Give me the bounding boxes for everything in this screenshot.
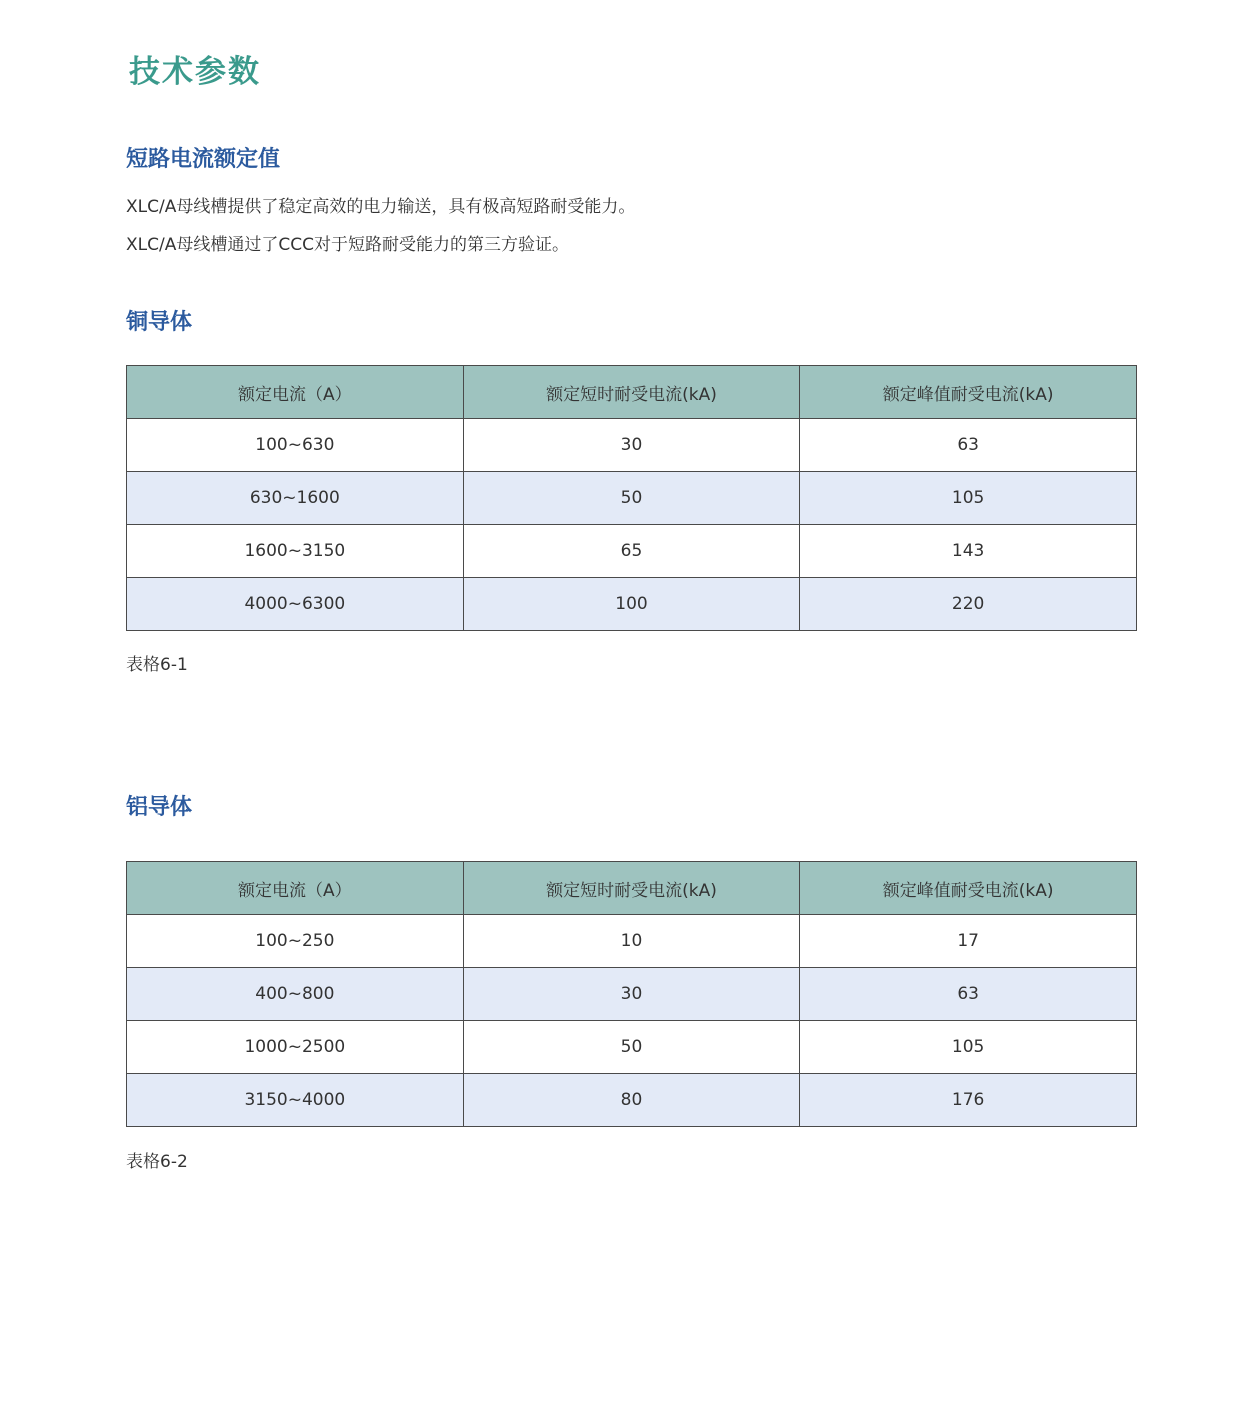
table-row bbox=[127, 472, 1137, 525]
table-cell: 80 bbox=[463, 1074, 800, 1127]
table-cell: 100~630 bbox=[127, 419, 464, 472]
table-cell: 63 bbox=[800, 968, 1137, 1021]
table-row bbox=[127, 915, 1137, 968]
table-cell: 10 bbox=[463, 915, 800, 968]
table-cell: 4000~6300 bbox=[127, 578, 464, 631]
aluminum-conductor-table bbox=[126, 861, 1137, 1127]
table-caption: 表格6-2 bbox=[126, 1152, 188, 1172]
table-row bbox=[127, 968, 1137, 1021]
table-cell: 50 bbox=[463, 1021, 800, 1074]
column-header-rated-current: 额定电流（A） bbox=[127, 862, 464, 915]
table-cell: 630~1600 bbox=[127, 472, 464, 525]
column-header-short-time-current: 额定短时耐受电流(kA) bbox=[463, 862, 800, 915]
table-cell: 30 bbox=[463, 419, 800, 472]
section-heading-short-circuit: 短路电流额定值 bbox=[126, 147, 281, 172]
table-cell: 220 bbox=[800, 578, 1137, 631]
table-cell: 17 bbox=[800, 915, 1137, 968]
page-title: 技术参数 bbox=[129, 54, 261, 90]
table-cell: 50 bbox=[463, 472, 800, 525]
table-cell: 100~250 bbox=[127, 915, 464, 968]
table-row bbox=[127, 1074, 1137, 1127]
aluminum-table-heading: 铝导体 bbox=[126, 795, 193, 820]
table-caption: 表格6-1 bbox=[126, 655, 188, 675]
table-cell: 400~800 bbox=[127, 968, 464, 1021]
table-row bbox=[127, 419, 1137, 472]
copper-conductor-table bbox=[126, 365, 1137, 631]
table-cell: 105 bbox=[800, 472, 1137, 525]
column-header-rated-current: 额定电流（A） bbox=[127, 366, 464, 419]
table-cell: 100 bbox=[463, 578, 800, 631]
table-cell: 1600~3150 bbox=[127, 525, 464, 578]
column-header-peak-current: 额定峰值耐受电流(kA) bbox=[800, 366, 1137, 419]
intro-line: XLC/A母线槽通过了CCC对于短路耐受能力的第三方验证。 bbox=[126, 235, 569, 255]
table-header-row bbox=[127, 862, 1137, 915]
table-row bbox=[127, 1021, 1137, 1074]
table-cell: 3150~4000 bbox=[127, 1074, 464, 1127]
copper-table-heading: 铜导体 bbox=[126, 310, 193, 335]
table-row bbox=[127, 578, 1137, 631]
table-header-row bbox=[127, 366, 1137, 419]
table-cell: 176 bbox=[800, 1074, 1137, 1127]
column-header-short-time-current: 额定短时耐受电流(kA) bbox=[463, 366, 800, 419]
table-cell: 30 bbox=[463, 968, 800, 1021]
column-header-peak-current: 额定峰值耐受电流(kA) bbox=[800, 862, 1137, 915]
intro-line: XLC/A母线槽提供了稳定高效的电力输送，具有极高短路耐受能力。 bbox=[126, 197, 636, 217]
table-cell: 63 bbox=[800, 419, 1137, 472]
table-cell: 65 bbox=[463, 525, 800, 578]
table-row bbox=[127, 525, 1137, 578]
table-cell: 143 bbox=[800, 525, 1137, 578]
table-cell: 1000~2500 bbox=[127, 1021, 464, 1074]
table-cell: 105 bbox=[800, 1021, 1137, 1074]
